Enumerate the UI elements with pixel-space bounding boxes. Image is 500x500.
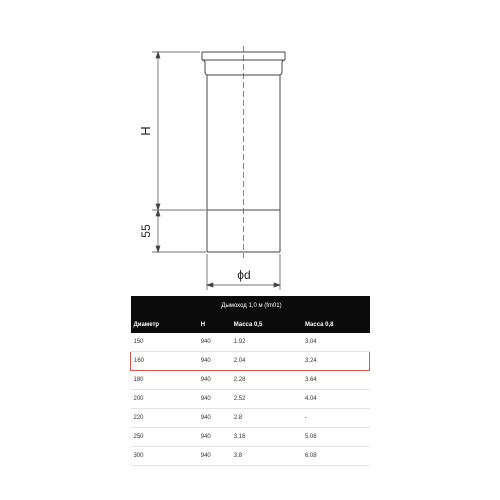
table-cell: 3.16 bbox=[231, 428, 302, 447]
table-cell: - bbox=[302, 409, 370, 428]
dim-label-diameter: ϕd bbox=[237, 268, 251, 282]
table-row bbox=[131, 447, 370, 466]
dim-label-55: 55 bbox=[139, 224, 153, 238]
table-cell: 3.64 bbox=[302, 371, 370, 390]
table-header-row bbox=[131, 316, 370, 333]
table-cell: 3.04 bbox=[302, 333, 370, 352]
column-header-mass-08: Масса 0,8 bbox=[304, 321, 334, 328]
table-title-row bbox=[131, 296, 370, 316]
table-cell: 940 bbox=[198, 447, 231, 466]
table-cell: 300 bbox=[131, 447, 198, 466]
column-header-diameter: Диаметр bbox=[133, 321, 160, 328]
table-cell: 5.08 bbox=[302, 428, 370, 447]
table-cell: 2.52 bbox=[231, 390, 302, 409]
table-cell: 940 bbox=[198, 352, 231, 371]
dimension-h bbox=[152, 52, 206, 252]
table-cell: 3.24 bbox=[302, 352, 370, 371]
table-cell: 940 bbox=[198, 333, 231, 352]
table-cell: 6.08 bbox=[302, 447, 370, 466]
table-cell: 2.04 bbox=[231, 352, 302, 371]
table-cell: 220 bbox=[131, 409, 198, 428]
table-cell: 940 bbox=[198, 371, 231, 390]
table-cell: 3.8 bbox=[231, 447, 302, 466]
table-body bbox=[131, 333, 370, 466]
column-header-h: H bbox=[200, 321, 206, 328]
table-title: Дымоход 1,0 м (fm01) bbox=[221, 303, 282, 309]
table-cell: 160 bbox=[131, 352, 198, 371]
table-row bbox=[131, 352, 370, 371]
table-cell: 940 bbox=[198, 390, 231, 409]
table-cell: 4.04 bbox=[302, 390, 370, 409]
table-cell: 150 bbox=[131, 333, 198, 352]
table-cell: 940 bbox=[198, 428, 231, 447]
spec-table bbox=[130, 296, 370, 466]
table-cell: 2.28 bbox=[231, 371, 302, 390]
table-row bbox=[131, 409, 370, 428]
dim-label-h: H bbox=[138, 126, 153, 136]
table-row bbox=[131, 428, 370, 447]
table-cell: 940 bbox=[198, 409, 231, 428]
column-header-mass-05: Масса 0,5 bbox=[233, 321, 263, 328]
table-row bbox=[131, 390, 370, 409]
table-cell: 180 bbox=[131, 371, 198, 390]
table-cell: 1.92 bbox=[231, 333, 302, 352]
table-cell: 200 bbox=[131, 390, 198, 409]
table-row bbox=[131, 333, 370, 352]
table-cell: 2.8 bbox=[231, 409, 302, 428]
table-cell: 250 bbox=[131, 428, 198, 447]
table-row bbox=[131, 371, 370, 390]
